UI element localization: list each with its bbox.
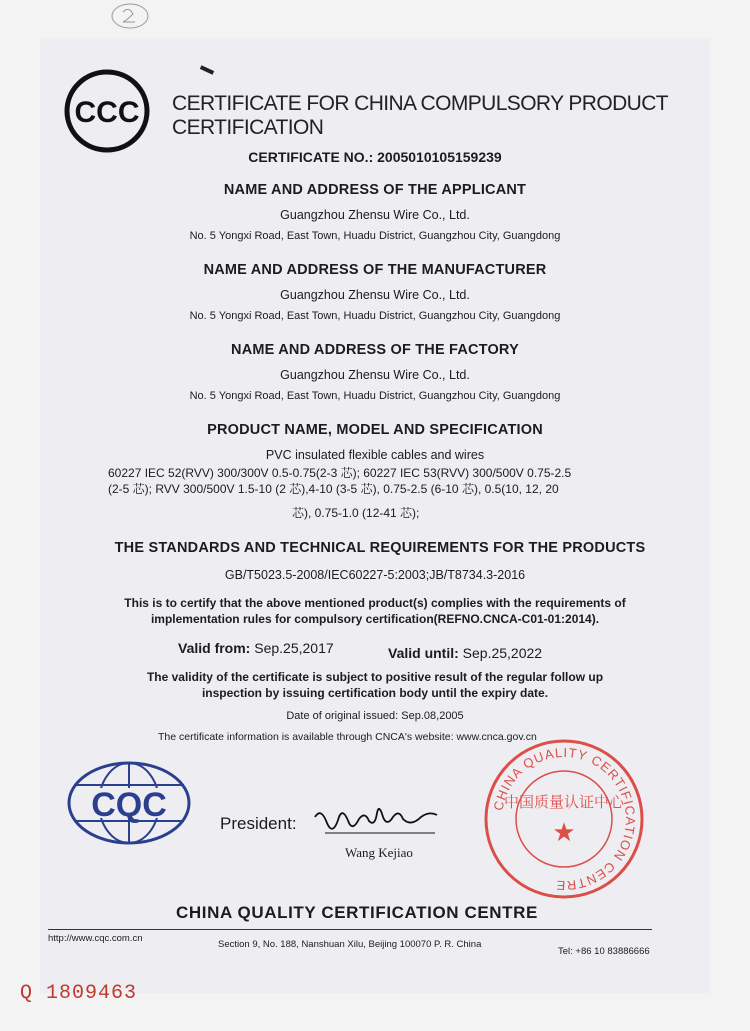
manufacturer-name: Guangzhou Zhensu Wire Co., Ltd. [280, 288, 470, 302]
president-label: President: [220, 814, 297, 833]
valid-from-date: Sep.25,2017 [254, 640, 334, 656]
serial-number: Q 1809463 [20, 982, 138, 1005]
certificate-title: CERTIFICATE FOR CHINA COMPULSORY PRODUCT CERTIFICATION [172, 92, 668, 139]
product-spec-line-3: 芯), 0.75-1.0 (12-41 芯); [292, 506, 420, 520]
website-note: The certificate information is available through CNCA's website: www.cnca.gov.cn [158, 731, 537, 743]
footer-organization: CHINA QUALITY CERTIFICATION CENTRE [176, 903, 538, 922]
svg-text:CHINA QUALITY CERTIFICATION CE: CHINA QUALITY CERTIFICATION CENTRE [490, 744, 639, 894]
valid-from-label: Valid from: [178, 640, 251, 656]
validity-line-1: The validity of the certificate is subject to positive result of the regular follow up [146, 670, 604, 684]
valid-until-label: Valid until: [388, 645, 459, 661]
certify-line-2: implementation rules for compulsory certification(REFNO.CNCA-C01-01:2014). [150, 612, 600, 626]
valid-from [178, 640, 334, 656]
manufacturer-heading: NAME AND ADDRESS OF THE MANUFACTURER [203, 262, 547, 278]
applicant-heading: NAME AND ADDRESS OF THE APPLICANT [223, 182, 527, 198]
cqc-logo-icon [66, 760, 192, 846]
factory-name: Guangzhou Zhensu Wire Co., Ltd. [280, 368, 470, 382]
standards-value: GB/T5023.5-2008/IEC60227-5:2003;JB/T8734.3-2016 [224, 568, 526, 582]
standards-heading: THE STANDARDS AND TECHNICAL REQUIREMENTS FOR THE PRODUCTS [114, 540, 646, 556]
original-issue-date: Date of original issued: Sep.08,2005 [286, 710, 464, 722]
footer-address: Section 9, No. 188, Nanshuan Xilu, Beijing 100070 P. R. China [218, 939, 482, 950]
ccc-logo-icon [64, 68, 150, 154]
footer-divider [48, 929, 652, 930]
manufacturer-address: No. 5 Yongxi Road, East Town, Huadu District, Guangzhou City, Guangdong [189, 310, 561, 322]
svg-text:★: ★ [552, 818, 576, 848]
svg-text:CCC: CCC [74, 96, 140, 129]
valid-until-date: Sep.25,2022 [462, 645, 543, 661]
applicant-address: No. 5 Yongxi Road, East Town, Huadu District, Guangzhou City, Guangdong [189, 230, 561, 242]
product-heading: PRODUCT NAME, MODEL AND SPECIFICATION [207, 422, 543, 438]
validity-line-2: inspection by issuing certification body until the expiry date. [201, 686, 549, 700]
product-spec-line-1: 60227 IEC 52(RVV) 300/300V 0.5-0.75(2-3 芯); 60227 IEC 53(RVV) 300/500V 0.75-2.5 [108, 466, 572, 480]
footer-url: http://www.cqc.com.cn [48, 933, 143, 944]
certificate-number: CERTIFICATE NO.: 2005010105159239 [248, 149, 502, 165]
official-seal-icon [482, 737, 646, 901]
footer-telephone: Tel: +86 10 83886666 [558, 946, 650, 957]
president-signature-icon [305, 795, 465, 843]
svg-text:中国质量认证中心: 中国质量认证中心 [503, 793, 625, 811]
valid-until [388, 645, 542, 661]
president-name: Wang Kejiao [345, 845, 413, 860]
factory-address: No. 5 Yongxi Road, East Town, Huadu District, Guangzhou City, Guangdong [189, 390, 561, 402]
svg-text:CQC: CQC [91, 786, 167, 824]
factory-heading: NAME AND ADDRESS OF THE FACTORY [231, 342, 519, 358]
certify-line-1: This is to certify that the above mentioned product(s) complies with the requirements of [124, 596, 626, 610]
product-spec-line-2: (2-5 芯); RVV 300/500V 1.5-10 (2 芯),4-10 (3-5 芯), 0.75-2.5 (6-10 芯), 0.5(10, 12, 20 [108, 482, 559, 496]
applicant-name: Guangzhou Zhensu Wire Co., Ltd. [280, 208, 470, 222]
handwritten-mark-icon [105, 0, 155, 32]
product-name: PVC insulated flexible cables and wires [265, 448, 485, 462]
